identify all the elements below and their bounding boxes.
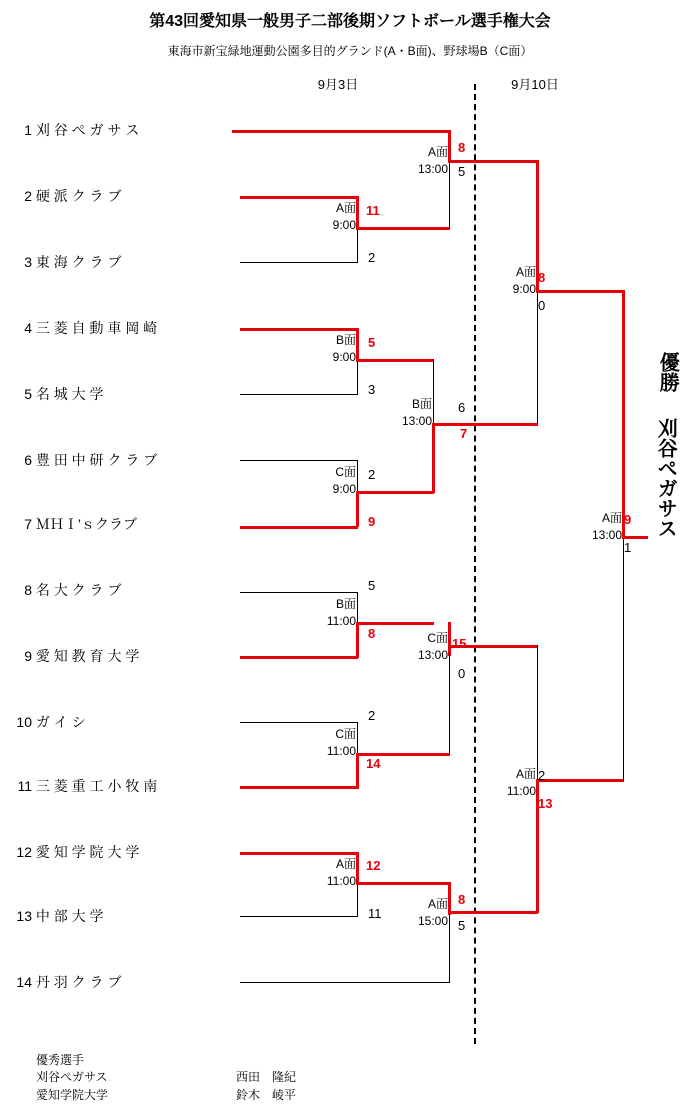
team-number: 13 [16,908,32,924]
line-r3m1-out [536,290,624,293]
team-number: 11 [17,778,32,794]
line-team6 [240,460,358,461]
team-name: 三 菱 自 動 車 岡 崎 [35,320,158,336]
score-r1m4-bottom: 8 [368,626,376,641]
match-face: A面 [601,511,622,525]
score-r1m5-top: 2 [368,708,376,723]
team-name: 豊 田 中 研 ク ラ ブ [35,452,158,468]
champion-name-text: 刈谷ぺガサス [654,418,677,538]
score-final-top: 9 [624,512,632,527]
score-r3m2-top: 2 [538,768,546,783]
line-r1m3-out [356,491,434,494]
team-name: ＭＨＩ’ｓクラブ [35,516,138,532]
score-r1m4-top: 5 [368,578,376,593]
team-number: 6 [24,452,32,468]
line-team7 [240,526,358,529]
team-number: 9 [24,648,32,664]
match-r3-m2[interactable] [492,766,538,800]
team-row-10 [10,712,86,732]
match-face: B面 [335,597,356,611]
team-number: 1 [24,122,32,138]
match-time: 11:00 [326,744,356,758]
match-face: C面 [427,631,448,645]
team-name: 名 城 大 学 [35,386,104,402]
team-row-2 [10,186,121,206]
champion-label-text: 優勝 [656,352,679,392]
score-final-bottom: 1 [624,540,632,555]
line-r1m1-out [356,227,450,230]
team-number: 2 [24,188,32,204]
score-r2m1-bottom: 5 [458,164,466,179]
match-face: A面 [427,897,448,911]
team-row-13 [10,906,104,926]
score-r1m1-top: 11 [366,203,380,218]
match-time: 9:00 [512,282,536,296]
team-row-1 [10,120,139,140]
match-face: A面 [335,857,356,871]
line-r3m2-out [536,779,624,782]
match-face: A面 [515,265,536,279]
match-face: A面 [335,201,356,215]
date-round1: 9月3日 [317,77,359,92]
match-final[interactable] [578,510,624,544]
score-r1m3-bottom: 9 [368,514,376,529]
match-time: 11:00 [326,874,356,888]
team-name: 愛 知 教 育 大 学 [35,648,140,664]
page-title: 第43回愛知県一般男子二部後期ソフトボール選手権大会 [149,13,551,30]
team-name: 東 海 ク ラ ブ [35,254,122,270]
match-r2-m2[interactable] [388,396,434,430]
line-team2 [240,196,358,199]
team-name: 中 部 大 学 [35,908,104,924]
match-r1-m3[interactable] [312,464,358,498]
line-r2m2-out [432,423,538,426]
champion-label [650,352,684,397]
line-final-join-red [622,290,625,538]
day-divider [474,84,476,1044]
match-time: 11:00 [506,784,536,798]
footer-heading: 優秀選手 [36,1053,85,1067]
score-r1m5-bottom: 14 [366,756,381,771]
line-r1m4-out [356,622,434,625]
line-r2m1-out [448,160,538,163]
line-r2m3-join [449,652,450,753]
match-face: B面 [411,397,432,411]
team-name: ガ イ シ [35,714,86,730]
match-face: C面 [335,465,356,479]
team-row-7 [10,514,137,534]
footer-team: 刈谷ぺガサス [36,1070,108,1085]
line-team8 [240,592,358,593]
score-r3m2-bottom: 13 [538,796,553,811]
team-number: 10 [16,714,32,730]
line-team9 [240,656,358,659]
team-row-14 [10,972,121,992]
team-number: 14 [16,974,32,990]
champion-name [648,418,682,543]
line-r2m4-out [448,911,538,914]
score-r1m2-bottom: 3 [368,382,376,397]
match-r1-m6[interactable] [312,856,358,890]
match-face: C面 [335,727,356,741]
match-r1-m4[interactable] [312,596,358,630]
line-r1m2-out [356,359,434,362]
match-r3-m1[interactable] [492,264,538,298]
match-time: 9:00 [332,482,356,496]
score-r2m4-bottom: 5 [458,918,466,933]
team-name: 刈 谷 ぺ ガ サ ス [35,122,140,138]
team-number: 8 [24,582,32,598]
line-r1m6-out [356,882,450,885]
match-time: 13:00 [417,648,448,662]
team-row-6 [10,450,157,470]
match-face: B面 [335,333,356,347]
score-r1m2-top: 5 [368,335,376,350]
match-time: 9:00 [332,218,356,232]
date-round2: 9月10日 [511,77,559,92]
team-number: 12 [16,844,32,860]
footer-player: 西田 隆紀 [236,1070,297,1085]
line-r3m2-join [537,645,538,781]
team-number: 7 [24,516,32,532]
match-face: A面 [427,145,448,159]
line-team3 [240,262,358,263]
footer [36,1052,296,1104]
line-team14 [240,982,450,983]
team-number: 5 [24,386,32,402]
match-r1-m1[interactable] [312,200,358,234]
line-team5 [240,394,358,395]
line-team1-win [232,130,450,133]
line-team12 [240,852,358,855]
team-row-3 [10,252,121,272]
match-r2-m4[interactable] [404,896,450,930]
team-row-4 [10,318,157,338]
line-team13 [240,916,358,917]
score-r2m2-bottom: 7 [460,426,468,441]
line-team11 [240,786,358,789]
team-name: 硬 派 ク ラ ブ [35,188,122,204]
score-r3m1-top: 8 [538,270,546,285]
score-r2m2-top: 6 [458,400,466,415]
team-name: 三 菱 重 工 小 牧 南 [35,778,158,794]
match-r1-m5[interactable] [312,726,358,760]
score-r1m3-top: 2 [368,467,376,482]
footer-row-2 [36,1087,296,1104]
footer-row-1 [36,1069,296,1086]
score-r1m6-top: 12 [366,858,381,873]
team-name: 愛 知 学 院 大 学 [35,844,140,860]
line-r2m2-join-red [432,423,435,493]
line-final-out [622,536,648,539]
match-time: 13:00 [401,414,432,428]
team-row-5 [10,384,104,404]
score-r2m1-top: 8 [458,140,466,155]
line-final-join [623,536,624,781]
footer-player: 鈴木 崚平 [236,1087,297,1102]
score-r2m4-top: 8 [458,892,466,907]
match-face: A面 [515,767,536,781]
team-row-9 [10,646,139,666]
team-row-11 [10,776,157,796]
match-r1-m2[interactable] [312,332,358,366]
footer-team: 愛知学院大学 [36,1087,109,1102]
score-r2m3-top: 15 [452,636,467,651]
team-number: 4 [24,320,32,336]
match-time: 15:00 [417,914,448,928]
match-r2-m3[interactable] [404,630,450,664]
team-name: 名 大 ク ラ ブ [35,582,122,598]
match-time: 13:00 [417,162,448,176]
team-name: 丹 羽 ク ラ ブ [35,974,122,990]
team-number: 3 [24,254,32,270]
match-r2-m1[interactable] [404,144,450,178]
score-r3m1-bottom: 0 [538,298,546,313]
team-row-8 [10,580,121,600]
score-r2m3-bottom: 0 [458,666,466,681]
score-r1m6-bottom: 11 [368,906,382,921]
team-row-12 [10,842,139,862]
line-team4 [240,328,358,331]
match-time: 13:00 [591,528,622,542]
match-time: 9:00 [332,350,356,364]
score-r1m1-bottom: 2 [368,250,376,265]
line-team10 [240,722,358,723]
venue-text: 東海市新宝緑地運動公園多目的グランド(A・B面)、野球場B（C面） [167,44,533,58]
match-time: 11:00 [326,614,356,628]
